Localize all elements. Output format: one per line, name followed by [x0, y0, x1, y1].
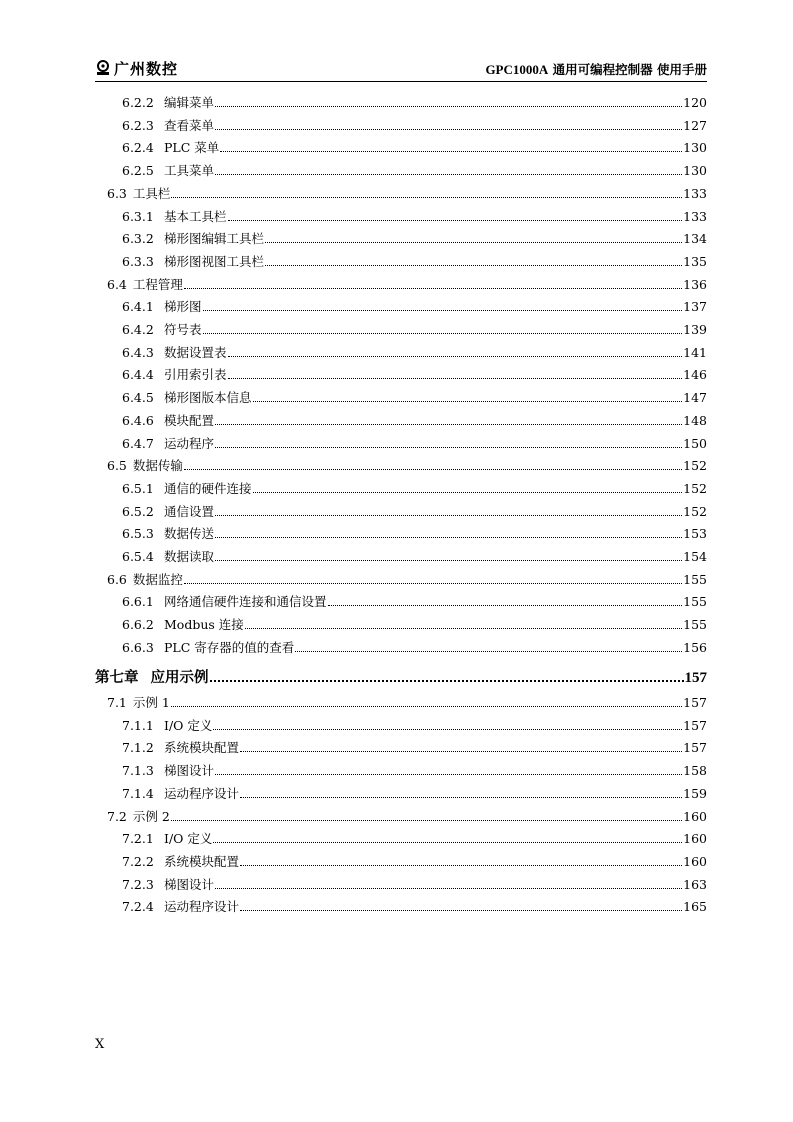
toc-entry-number: 6.4.5: [122, 390, 154, 406]
dot-leader: [215, 412, 682, 425]
toc-entry-title: 工程管理: [132, 276, 183, 292]
toc-entry[interactable]: [95, 434, 707, 452]
toc-entry-page: 157: [684, 669, 707, 686]
gsk-logo-icon: [95, 60, 111, 76]
dot-leader: [171, 185, 682, 198]
toc-entry[interactable]: [95, 411, 707, 429]
dot-leader: [265, 253, 682, 266]
toc-entry-page: 130: [683, 140, 707, 156]
toc-entry-number: 6.2.2: [122, 95, 154, 110]
dot-leader: [245, 616, 682, 629]
toc-entry-number: 7.2.3: [122, 876, 154, 892]
toc-entry-number: 7.1.4: [122, 785, 154, 801]
toc-entry-page: 148: [683, 412, 707, 428]
toc-entry-number: 6.6.2: [122, 617, 154, 633]
toc-entry-number: 6.2.4: [122, 140, 154, 156]
toc-entry[interactable]: [95, 207, 707, 225]
toc-entry-page: 160: [683, 808, 707, 824]
toc-entry-page: 152: [683, 480, 707, 496]
toc-entry-number: 6.4.2: [122, 322, 154, 337]
dot-leader: [203, 321, 683, 334]
toc-entry-number: 7.1.2: [122, 740, 154, 756]
toc-entry-number: 6.5: [107, 458, 127, 474]
toc-entry[interactable]: [95, 116, 707, 134]
toc-entry-page: 137: [683, 299, 707, 315]
dot-leader: [253, 480, 683, 493]
toc-entry-title: PLC 菜单: [164, 140, 220, 156]
dot-leader: [213, 717, 682, 730]
toc-entry-title: 梯图设计: [164, 876, 215, 892]
toc-entry-title: 通信的硬件连接: [164, 480, 252, 496]
toc-entry-page: 150: [683, 435, 707, 451]
toc-entry-number: 7.2: [107, 808, 127, 824]
dot-leader: [220, 139, 682, 152]
toc-entry-page: 130: [683, 163, 707, 179]
toc-entry[interactable]: [95, 524, 707, 542]
toc-entry[interactable]: [95, 570, 707, 588]
document-title-model: GPC1000A: [485, 62, 549, 77]
dot-leader: [184, 571, 682, 584]
toc-entry-number: 6.4.1: [122, 299, 154, 315]
toc-entry-title: 梯形图: [164, 299, 202, 315]
toc-entry-title: 梯图设计: [164, 763, 215, 779]
dot-leader: [171, 808, 682, 821]
dot-leader: [240, 853, 682, 866]
toc-entry[interactable]: [95, 547, 707, 565]
toc-entry-title: 编辑菜单: [164, 95, 215, 110]
toc-entry[interactable]: [95, 365, 707, 383]
dot-leader: [203, 298, 683, 311]
toc-entry-title: 基本工具栏: [164, 208, 227, 224]
dot-leader: [215, 762, 682, 775]
toc-entry-page: 133: [683, 208, 707, 224]
logo-text: 广州数控: [114, 59, 179, 78]
toc-entry-title: 应用示例: [150, 669, 209, 686]
dot-leader: [228, 344, 683, 357]
toc-entry-title: 系统模块配置: [164, 853, 240, 869]
toc-entry-title: 工具栏: [132, 185, 171, 201]
toc-entry-number: 6.4: [107, 276, 127, 292]
toc-entry-page: 160: [683, 853, 707, 869]
toc-entry-title: 数据传送: [164, 526, 215, 542]
toc-entry-number: 6.2.3: [122, 117, 154, 133]
toc-entry-title: 通信设置: [164, 503, 215, 519]
toc-entry-page: 157: [683, 740, 707, 756]
toc-entry-number: 7.1.1: [122, 717, 154, 733]
toc-entry-number: 6.3.1: [122, 208, 154, 224]
document-title-text: 通用可编程控制器 使用手册: [548, 62, 707, 77]
toc-entry-number: 6.3.2: [122, 231, 154, 247]
toc-entry-page: 152: [683, 503, 707, 519]
toc-entry-page: 135: [683, 253, 707, 269]
toc-entry[interactable]: [95, 716, 707, 734]
toc-entry[interactable]: [95, 502, 707, 520]
toc-entry-number: 6.4.3: [122, 344, 154, 360]
toc-entry-title: 梯形图版本信息: [164, 390, 252, 406]
dot-leader: [213, 830, 682, 843]
toc-entry-number: 7.1.3: [122, 763, 154, 779]
toc-entry[interactable]: [95, 666, 707, 688]
toc-entry-page: 152: [683, 458, 707, 474]
company-logo: [95, 58, 178, 78]
toc-entry[interactable]: [95, 693, 707, 711]
toc-entry-number: 6.5.3: [122, 526, 154, 542]
toc-entry-page: 157: [683, 717, 707, 733]
toc-entry[interactable]: [95, 784, 707, 802]
dot-leader: [253, 389, 683, 402]
toc-entry-title: I/O 定义: [164, 831, 213, 847]
toc-entry[interactable]: [95, 829, 707, 847]
toc-entry[interactable]: [95, 320, 707, 338]
toc-entry-page: 155: [683, 571, 707, 587]
toc-entry-page: 158: [683, 763, 707, 779]
toc-entry-page: 153: [683, 526, 707, 542]
toc-entry-title: 梯形图视图工具栏: [164, 253, 265, 269]
toc-entry-title: PLC 寄存器的值的查看: [164, 639, 295, 655]
toc-entry-page: 146: [683, 367, 707, 383]
dot-leader: [215, 525, 682, 538]
toc-entry[interactable]: [95, 138, 707, 156]
toc-entry-number: 6.3: [107, 185, 127, 201]
toc-entry-page: 134: [683, 231, 707, 247]
toc-entry-number: 6.3.3: [122, 253, 154, 269]
dot-leader: [215, 117, 682, 130]
dot-leader: [184, 276, 682, 289]
toc-entry-title: 运动程序设计: [164, 785, 240, 801]
toc-entry-number: 第七章: [95, 669, 139, 686]
header-divider: [95, 81, 707, 82]
toc-entry-title: 符号表: [164, 322, 202, 337]
toc-entry[interactable]: [95, 252, 707, 270]
toc-entry[interactable]: [95, 161, 707, 179]
toc-entry-title: 系统模块配置: [164, 740, 240, 756]
toc-entry[interactable]: [95, 807, 707, 825]
toc-entry-page: 155: [683, 617, 707, 633]
toc-entry[interactable]: [95, 93, 707, 111]
toc-entry-page: 157: [683, 695, 707, 710]
toc-entry-number: 7.1: [107, 695, 127, 710]
page-number: X: [95, 1037, 105, 1052]
toc-entry[interactable]: [95, 875, 707, 893]
toc-entry-number: 6.4.6: [122, 412, 154, 428]
toc-entry-title: 数据监控: [132, 571, 183, 587]
toc-entry-page: 165: [683, 899, 707, 915]
toc-entry-page: 147: [683, 390, 707, 406]
toc-entry-number: 6.6.1: [122, 594, 154, 610]
toc-entry-title: Modbus 连接: [164, 617, 244, 633]
dot-leader: [295, 639, 682, 652]
dot-leader: [210, 667, 684, 682]
toc-entry-number: 6.5.1: [122, 480, 154, 496]
toc-entry-title: 梯形图编辑工具栏: [164, 231, 265, 247]
dot-leader: [228, 366, 683, 379]
dot-leader: [240, 898, 682, 911]
toc-entry-number: 6.4.4: [122, 367, 154, 383]
toc-entry[interactable]: [95, 761, 707, 779]
toc-entry-title: 运动程序: [164, 435, 215, 451]
toc-entry[interactable]: [95, 738, 707, 756]
dot-leader: [215, 435, 682, 448]
toc-entry-title: 网络通信硬件连接和通信设置: [164, 594, 327, 610]
toc-entry-number: 6.2.5: [122, 163, 154, 179]
toc-entry[interactable]: [95, 275, 707, 293]
toc-entry[interactable]: [95, 297, 707, 315]
toc-entry-page: 136: [683, 276, 707, 292]
toc-entry[interactable]: [95, 638, 707, 656]
toc-entry-title: 运动程序设计: [164, 899, 240, 915]
toc-entry-page: 127: [683, 117, 707, 133]
toc-entry-number: 7.2.2: [122, 853, 154, 869]
dot-leader: [215, 548, 682, 561]
dot-leader: [215, 503, 682, 516]
toc-entry-page: 154: [683, 549, 707, 564]
toc-entry[interactable]: [95, 184, 707, 202]
page-header: [95, 58, 707, 80]
document-title: [485, 60, 707, 78]
toc-entry-number: 6.6.3: [122, 639, 154, 655]
toc-entry-number: 6.6: [107, 571, 127, 587]
dot-leader: [240, 739, 682, 752]
toc-entry[interactable]: [95, 592, 707, 610]
toc-entry-number: 6.4.7: [122, 435, 154, 451]
dot-leader: [265, 230, 682, 243]
toc-entry-title: 数据设置表: [164, 344, 227, 360]
toc-entry-number: 7.2.1: [122, 831, 154, 847]
toc-entry-page: 156: [683, 639, 707, 655]
toc-entry[interactable]: [95, 479, 707, 497]
toc-entry-title: 数据传输: [132, 458, 183, 474]
toc-entry[interactable]: [95, 229, 707, 247]
toc-entry-page: 160: [683, 831, 707, 847]
toc-entry-page: 163: [683, 876, 707, 892]
toc-entry-title: 示例 1: [132, 695, 170, 710]
toc-entry-page: 141: [683, 344, 707, 360]
toc-entry-title: I/O 定义: [164, 717, 213, 733]
toc-entry-title: 示例 2: [132, 808, 170, 824]
toc-entry[interactable]: [95, 456, 707, 474]
dot-leader: [328, 593, 683, 606]
toc-entry-page: 159: [683, 785, 707, 801]
toc-entry-page: 120: [683, 95, 707, 110]
toc-entry[interactable]: [95, 615, 707, 633]
dot-leader: [215, 876, 682, 889]
dot-leader: [171, 694, 682, 707]
toc-entry-number: 6.5.4: [122, 549, 154, 564]
toc-entry-page: 155: [683, 594, 707, 610]
toc-entry-number: 7.2.4: [122, 899, 154, 915]
dot-leader: [228, 208, 683, 221]
toc-entry-title: 工具菜单: [164, 163, 215, 179]
toc-entry-title: 数据读取: [164, 549, 215, 564]
toc-entry[interactable]: [95, 852, 707, 870]
toc-entry[interactable]: [95, 897, 707, 915]
toc-entry[interactable]: [95, 388, 707, 406]
dot-leader: [215, 162, 682, 175]
toc-entry-page: 133: [683, 185, 707, 201]
dot-leader: [215, 94, 682, 107]
toc-entry-title: 引用索引表: [164, 367, 227, 383]
toc-entry-page: 139: [683, 322, 707, 337]
dot-leader: [184, 457, 682, 470]
toc-entry[interactable]: [95, 343, 707, 361]
toc-entry-number: 6.5.2: [122, 503, 154, 519]
dot-leader: [240, 785, 682, 798]
toc-entry-title: 模块配置: [164, 412, 215, 428]
toc-entry-title: 查看菜单: [164, 117, 215, 133]
